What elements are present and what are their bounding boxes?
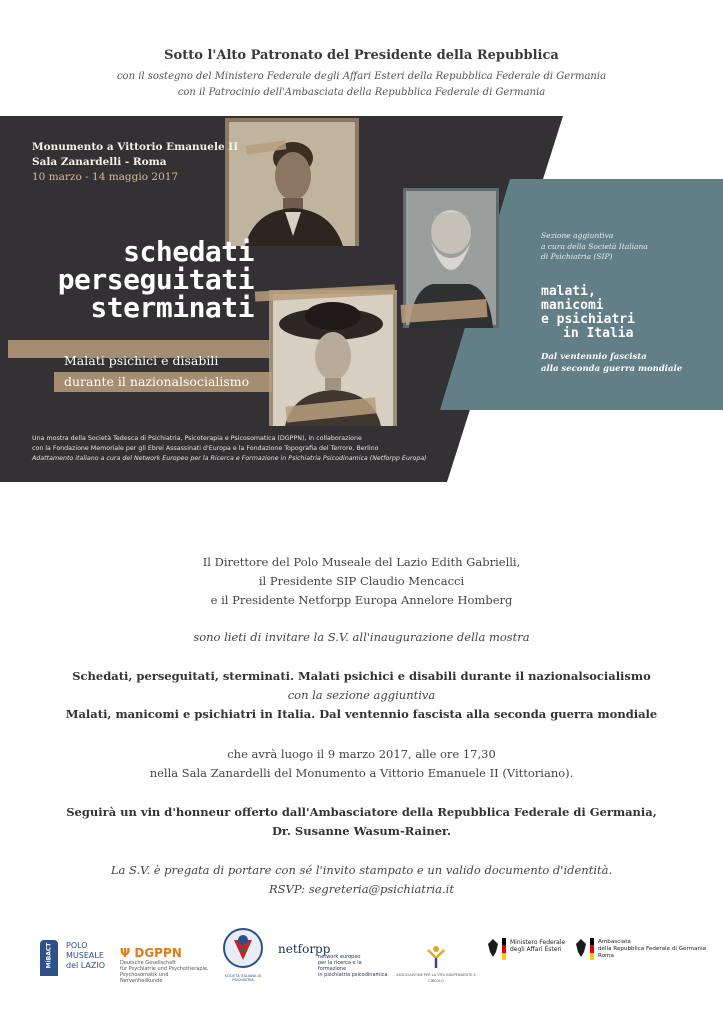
foreign-office-text [510,939,565,953]
sip-title-line: in Italia [563,326,634,341]
psi-icon: Ψ [120,946,135,960]
association-logo [396,944,476,983]
sip-logo-caption: SOCIETÀ ITALIANA DI PSICHIATRIA [224,974,262,982]
id-note: La S.V. è pregata di portare con sé l'invito stampato e un valido documento d'identità. [110,863,613,877]
hosts-line: Il Direttore del Polo Museale del Lazio Edith Gabrielli, [202,555,521,569]
event-location: nella Sala Zanardelli del Monumento a Vittorio Emanuele II (Vittoriano). [149,766,574,780]
netforpp-sub-line: per la ricerca e la formazione [318,960,362,972]
dgppn-logo [120,946,212,984]
sip-subtitle-line: Dal ventennio fascista [541,352,647,362]
sip-section-intro [541,231,648,263]
portrait-young-man [225,118,359,246]
foreign-office-line: Ministero Federale [510,939,566,946]
rsvp-line: RSVP: segreteria@psichiatria.it [269,882,454,896]
additional-section-label: con la sezione aggiuntiva [287,688,436,702]
venue-name: Monumento a Vittorio Emanuele II [32,141,239,153]
invitation-line: sono lieti di invitare la S.V. all'inaugurazione della mostra [193,630,530,644]
sip-intro-line: Sezione aggiuntiva [541,231,614,240]
credit-line: con la Fondazione Memoriale per gli Ebrei Assassinati d'Europa e la Fondazione Topografia del Terrore, Berlino [32,445,379,452]
association-caption: ASSOCIAZIONE PER LA VITA INDIPENDENTE E CIRCOLO [396,973,476,983]
sip-emblem-icon [218,926,268,970]
sip-intro-line: di Psichiatria (SIP) [541,252,613,261]
foreign-office-line: degli Affari Esteri [510,946,562,953]
embassy-logo [574,938,714,974]
credit-line: Una mostra della Società Tedesca di Psichiatria, Psicoterapia e Psicosomatica (DGPPN), in collaborazione [32,435,362,442]
exhibition-name: Schedati, perseguitati, sterminati. Malati psichici e disabili durante il nazionalsocialismo [72,669,651,683]
german-flag-icon [502,938,506,960]
sip-section-title [541,285,635,341]
polo-line: POLO [66,941,88,950]
mibact-label: MiBACT [45,942,53,969]
title-line: perseguitati [57,263,254,296]
netforpp-subtitle [318,954,388,978]
german-flag-icon [590,938,594,960]
dgppn-sub-line: Psychosomatik und Nervenheilkunde [120,972,169,984]
title-line: sterminati [90,291,254,324]
embassy-text [598,939,706,960]
eagle-icon [486,938,500,958]
ambassador-name: Dr. Susanne Wasum-Rainer. [271,824,452,838]
sip-title-line: e psichiatri [541,312,635,327]
polo-museale-text [66,941,105,971]
netforpp-name: netforpp [278,942,331,956]
dgppn-name: DGPPN [134,946,182,960]
sip-title-line: manicomi [541,298,604,313]
patronage-line: con il Patrocinio dell'Ambasciata della Repubblica Federale di Germania [177,87,546,98]
polo-museale-logo [40,940,108,980]
hosts-line: e il Presidente Netforpp Europa Annelore Homberg [210,593,513,607]
sip-title-line: malati, [541,284,596,299]
sponsor-line: con il sostegno del Ministero Federale degli Affari Esteri della Repubblica Federale di Germania [116,71,607,82]
additional-section-name: Malati, manicomi e psichiatri in Italia. Dal ventennio fascista alla seconda guerra mondiale [65,707,658,721]
subtitle-line: durante il nazionalsocialismo [64,374,250,389]
credit-line: Adattamento italiano a cura del Network Europeo per la Ricerca e Formazione in Psichiatria Psicodinamica (Netforpp Europa) [32,455,427,462]
hosts-line: il Presidente SIP Claudio Mencacci [258,574,465,588]
event-date: che avrà luogo il 9 marzo 2017, alle ore 17,30 [227,747,496,761]
netforpp-sub-line: network europeo [318,954,361,960]
sip-subtitle-line: alla seconda guerra mondiale [541,363,683,374]
venue-block [32,140,238,185]
dgppn-sub-line: für Psychiatrie und Psychotherapie, [120,966,209,972]
dgppn-sub-line: Deutsche Gesellschaft [120,960,176,966]
title-line: schedati [123,235,254,268]
polo-line: del LAZIO [66,961,106,970]
sip-logo [218,926,268,982]
exhibition-dates: 10 marzo - 14 maggio 2017 [32,171,179,183]
netforpp-sub-line: in psichiatria psicodinamica [318,972,388,978]
embassy-line: Ambasciata [598,939,631,945]
dgppn-subtitle [120,960,212,984]
exhibition-credits [32,434,492,464]
embassy-line: della Repubblica Federale di Germania [598,946,707,952]
foreign-office-logo [486,938,570,974]
embassy-line: Roma [598,953,614,959]
dgppn-wordmark [120,946,212,960]
reception-line: Seguirà un vin d'honneur offerto dall'Ambasciatore della Repubblica Federale di Germania, [66,805,657,819]
netforpp-logo [278,942,388,978]
person-figure-icon [396,944,476,968]
patronage-title: Sotto l'Alto Patronato del Presidente della Repubblica [164,48,559,63]
venue-room: Sala Zanardelli - Roma [32,156,167,168]
subtitle-line: Malati psichici e disabili [64,353,219,368]
eagle-icon [574,938,588,958]
sip-intro-line: a cura della Società Italiana [541,241,648,251]
sip-section-subtitle [541,352,682,375]
polo-line: MUSEALE [66,951,104,960]
exhibition-title [26,235,254,324]
